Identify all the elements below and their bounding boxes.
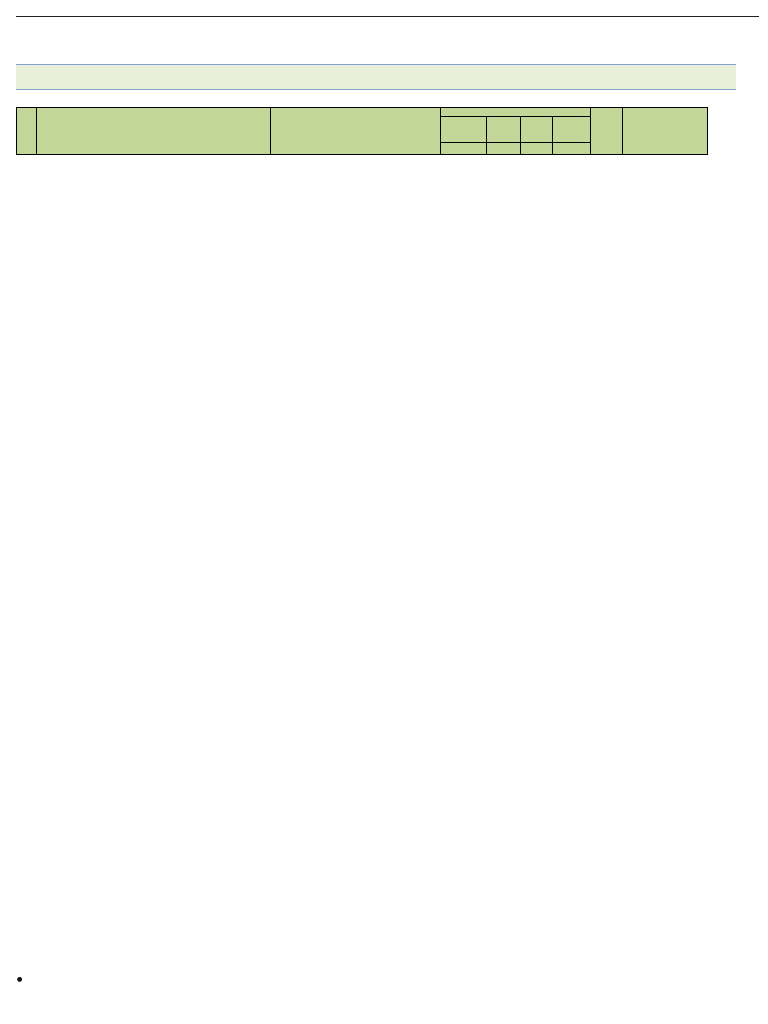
- header-tujuan: [37, 108, 271, 155]
- range-sangat: [553, 143, 591, 155]
- header-iktp: [271, 108, 441, 155]
- header-belum: [441, 117, 487, 143]
- meta-band: [16, 64, 736, 90]
- range-baik: [521, 143, 553, 155]
- kktp-table-1: [16, 107, 708, 155]
- header-keterangan: [623, 108, 708, 155]
- header-baik: [521, 117, 553, 143]
- header-no: [17, 108, 37, 155]
- header-rubrik: [441, 108, 591, 117]
- header-sangat: [553, 117, 591, 143]
- range-cukup: [487, 143, 521, 155]
- header-kktp: [591, 108, 623, 155]
- range-belum: [441, 143, 487, 155]
- top-rule: [16, 16, 759, 17]
- header-cukup: [487, 117, 521, 143]
